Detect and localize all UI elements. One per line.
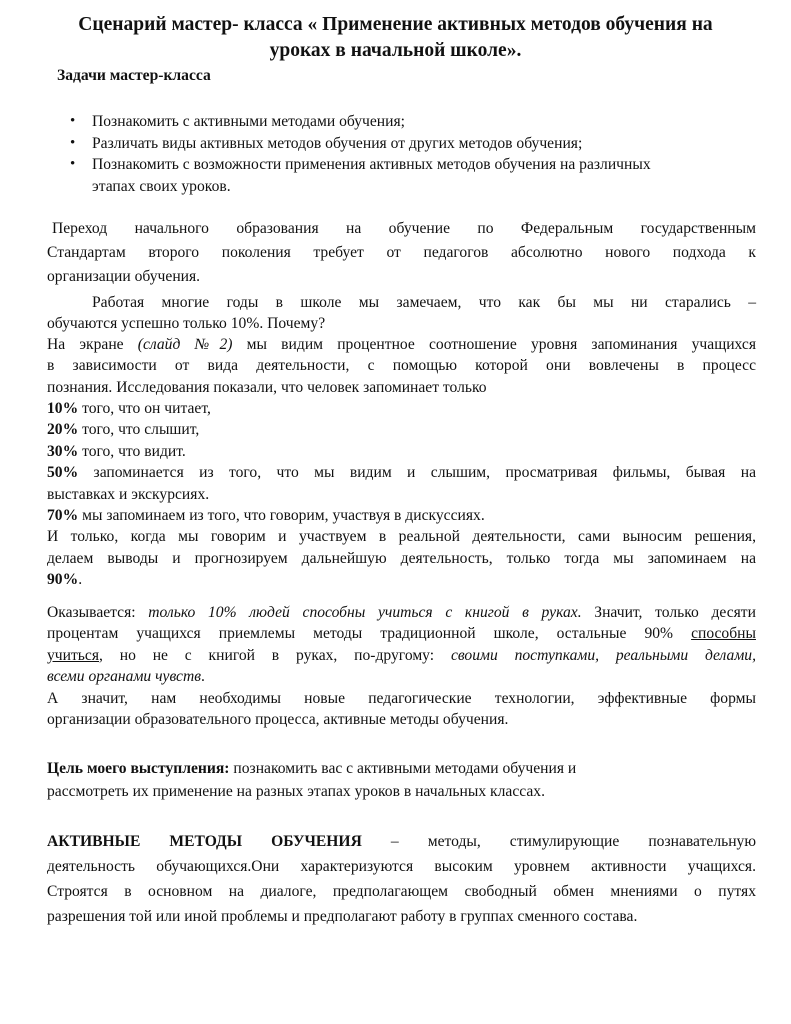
task-text: Познакомить с возможности применения активных методов обучения на различных xyxy=(92,156,651,173)
text-line: разрешения той или иной проблемы и предполагают работу в группах сменного состава. xyxy=(47,908,638,925)
title-line-1: Сценарий мастер- класса « Применение активных методов обучения на xyxy=(78,14,713,35)
text-span: – методы, стимулирующие познавательную xyxy=(361,833,756,850)
work-paragraph xyxy=(47,292,756,335)
list-item xyxy=(70,111,760,133)
stat-percent: 20% xyxy=(47,421,79,439)
text-line: рассмотреть их применение на разных этапах уроков в начальных классах. xyxy=(47,782,545,800)
text-line xyxy=(47,666,756,687)
text-line: организации образовательного процесса, активные методы обучения. xyxy=(47,711,509,729)
text-line: И только, когда мы говорим и участвуем в реальной деятельности, сами выносим решения, xyxy=(47,528,756,546)
methods-label: АКТИВНЫЕ МЕТОДЫ ОБУЧЕНИЯ xyxy=(47,833,362,850)
text-line xyxy=(47,569,756,590)
stat-percent: 90% xyxy=(47,571,79,589)
slide-reference: (слайд №2) xyxy=(137,336,233,353)
stat-line xyxy=(47,398,756,419)
text-line xyxy=(47,758,756,781)
stat-line xyxy=(47,419,756,440)
text-span: Значит, только десяти xyxy=(581,604,756,621)
stat-percent: 50% xyxy=(47,464,79,482)
list-item xyxy=(70,154,760,197)
text-span: , но не с книгой в руках, по-другому: xyxy=(99,646,451,664)
stat-text: того, что он читает, xyxy=(78,400,211,417)
stat-line xyxy=(47,441,756,462)
underlined-text: способны xyxy=(691,625,756,643)
goal-label: Цель моего выступления: xyxy=(47,760,230,777)
text-line: делаем выводы и прогнозируем дальнейшую деятельность, только тогда мы запоминаем на xyxy=(47,549,756,567)
turns-out-paragraph xyxy=(47,602,756,730)
italic-text: всеми органами чувств xyxy=(47,668,201,686)
text-span: процентам учащихся приемлемы методы традиционной школе, остальные 90% xyxy=(47,625,692,643)
italic-text: только 10% людей способны учиться с книгой в руках. xyxy=(148,604,582,621)
underlined-text: учиться xyxy=(47,646,100,664)
text-line: в зависимости от вида деятельности, с помощью которой они вовлечены в процесс xyxy=(47,357,756,375)
tasks-list xyxy=(70,111,760,197)
text-line: Работая многие годы в школе мы замечаем, что как бы мы ни старались – xyxy=(92,294,756,311)
stat-text: запоминается из того, что мы видим и слышим, просматривая фильмы, бывая на xyxy=(78,464,756,482)
task-text: Познакомить с активными методами обучения; xyxy=(92,113,405,130)
text-line: Стандартам второго поколения требует от педагогов абсолютно нового подхода к xyxy=(47,244,756,261)
text-line: познания. Исследования показали, что человек запоминает только xyxy=(47,378,487,396)
text-line: Переход начального образования на обучение по Федеральным государственным xyxy=(52,220,756,237)
goal-paragraph xyxy=(47,758,756,803)
text-line xyxy=(47,602,756,623)
stat-line xyxy=(47,505,756,526)
task-text-continuation: этапах своих уроков. xyxy=(92,177,231,195)
text-span: познакомить вас с активными методами обучения и xyxy=(229,760,577,777)
text-line xyxy=(47,623,756,644)
stat-line xyxy=(47,462,756,483)
text-span: . xyxy=(78,571,83,589)
methods-paragraph xyxy=(47,829,756,929)
text-line: А значит, нам необходимы новые педагогические технологии, эффективные формы xyxy=(47,689,756,707)
list-item xyxy=(70,133,760,155)
title-line-2: уроках в начальной школе». xyxy=(269,40,522,61)
text-line: организации обучения. xyxy=(47,268,201,285)
screen-paragraph xyxy=(47,334,756,398)
text-line: выставках и экскурсиях. xyxy=(47,485,210,503)
text-line: Строятся в основном на диалоге, предполагающем свободный обмен мнениями о путях xyxy=(47,883,756,900)
text-line xyxy=(47,645,756,666)
document-title xyxy=(20,12,771,64)
text-span: Оказывается: xyxy=(47,604,149,621)
intro-paragraph xyxy=(47,217,756,289)
stat-text: того, что слышит, xyxy=(78,421,200,439)
stat-percent: 10% xyxy=(47,400,79,417)
task-text: Различать виды активных методов обучения от других методов обучения; xyxy=(92,134,583,152)
tasks-heading: Задачи мастер-класса xyxy=(57,67,211,84)
stats-block xyxy=(47,398,756,591)
text-span: мы видим процентное соотношение уровня запоминания учащихся xyxy=(232,336,756,353)
stat-text: того, что видит. xyxy=(78,442,186,460)
stat-percent: 70% xyxy=(47,507,79,525)
stat-percent: 30% xyxy=(47,442,79,460)
text-span: . xyxy=(201,668,205,686)
text-line xyxy=(47,829,756,854)
italic-text: своими поступками, реальными делами, xyxy=(450,646,756,664)
text-line xyxy=(47,334,756,355)
text-line: деятельность обучающихся.Они характеризуются высоким уровнем активности учащихся. xyxy=(47,858,756,875)
stat-text: мы запоминаем из того, что говорим, участвуя в дискуссиях. xyxy=(78,507,485,525)
text-line: обучаются успешно только 10%. Почему? xyxy=(47,315,326,333)
text-span: На экране xyxy=(47,336,138,353)
